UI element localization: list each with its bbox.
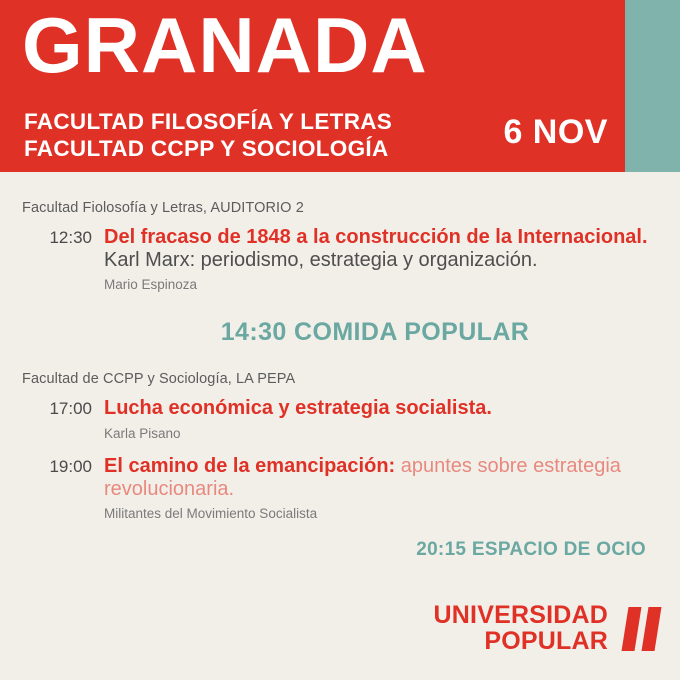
entry-title <box>104 455 658 501</box>
feature-right-text: 20:15 ESPACIO DE OCIO <box>416 538 646 560</box>
header-venue-line-2: FACULTAD CCPP Y SOCIOLOGÍA <box>24 136 389 162</box>
schedule-entry <box>22 455 658 521</box>
logo-line-2: POPULAR <box>484 626 608 655</box>
entry-body <box>104 226 658 292</box>
entry-title <box>104 397 658 420</box>
header-venues <box>24 108 392 163</box>
logo-line-1: UNIVERSIDAD <box>433 601 608 629</box>
entry-body <box>104 397 658 440</box>
entry-title-bold: Lucha económica y estrategia socialista. <box>104 397 492 420</box>
entry-time: 17:00 <box>49 399 92 419</box>
page-title: GRANADA <box>22 1 428 89</box>
section-venue-label: Facultad de CCPP y Sociología, LA PEPA <box>22 371 296 388</box>
entry-body <box>104 455 658 521</box>
schedule-content <box>0 200 680 561</box>
organizer-logo <box>434 603 658 654</box>
entry-author: Karla Pisano <box>104 425 181 441</box>
entry-title-bold: El camino de la emancipación: <box>104 454 396 477</box>
section-venue-label: Facultad Fiolosofía y Letras, AUDITORIO 2 <box>22 200 304 216</box>
logo-text <box>434 603 608 654</box>
logo-marks-icon <box>618 607 658 651</box>
schedule-entry <box>22 397 658 440</box>
header-date: 6 NOV <box>503 113 608 151</box>
entry-time: 12:30 <box>49 228 92 247</box>
entry-title-bold: Del fracaso de 1848 a la construcción de la Internacional. <box>104 226 648 248</box>
schedule-entry <box>22 226 658 292</box>
entry-author: Militantes del Movimiento Socialista <box>104 505 318 521</box>
entry-time: 19:00 <box>49 456 92 476</box>
feature-center-text: 14:30 COMIDA POPULAR <box>220 318 530 347</box>
entry-title <box>104 226 658 272</box>
entry-title-subtitle: Karl Marx: periodismo, estrategia y organización. <box>104 249 538 272</box>
entry-author: Mario Espinoza <box>104 277 198 293</box>
header-venue-line-1: FACULTAD FILOSOFÍA Y LETRAS <box>24 109 393 134</box>
logo-mark-bar <box>642 607 662 651</box>
poster-header <box>0 0 680 172</box>
logo-mark-bar <box>622 607 642 651</box>
entry-title-subtitle: apuntes sobre estrategia revolucionaria. <box>104 454 621 500</box>
